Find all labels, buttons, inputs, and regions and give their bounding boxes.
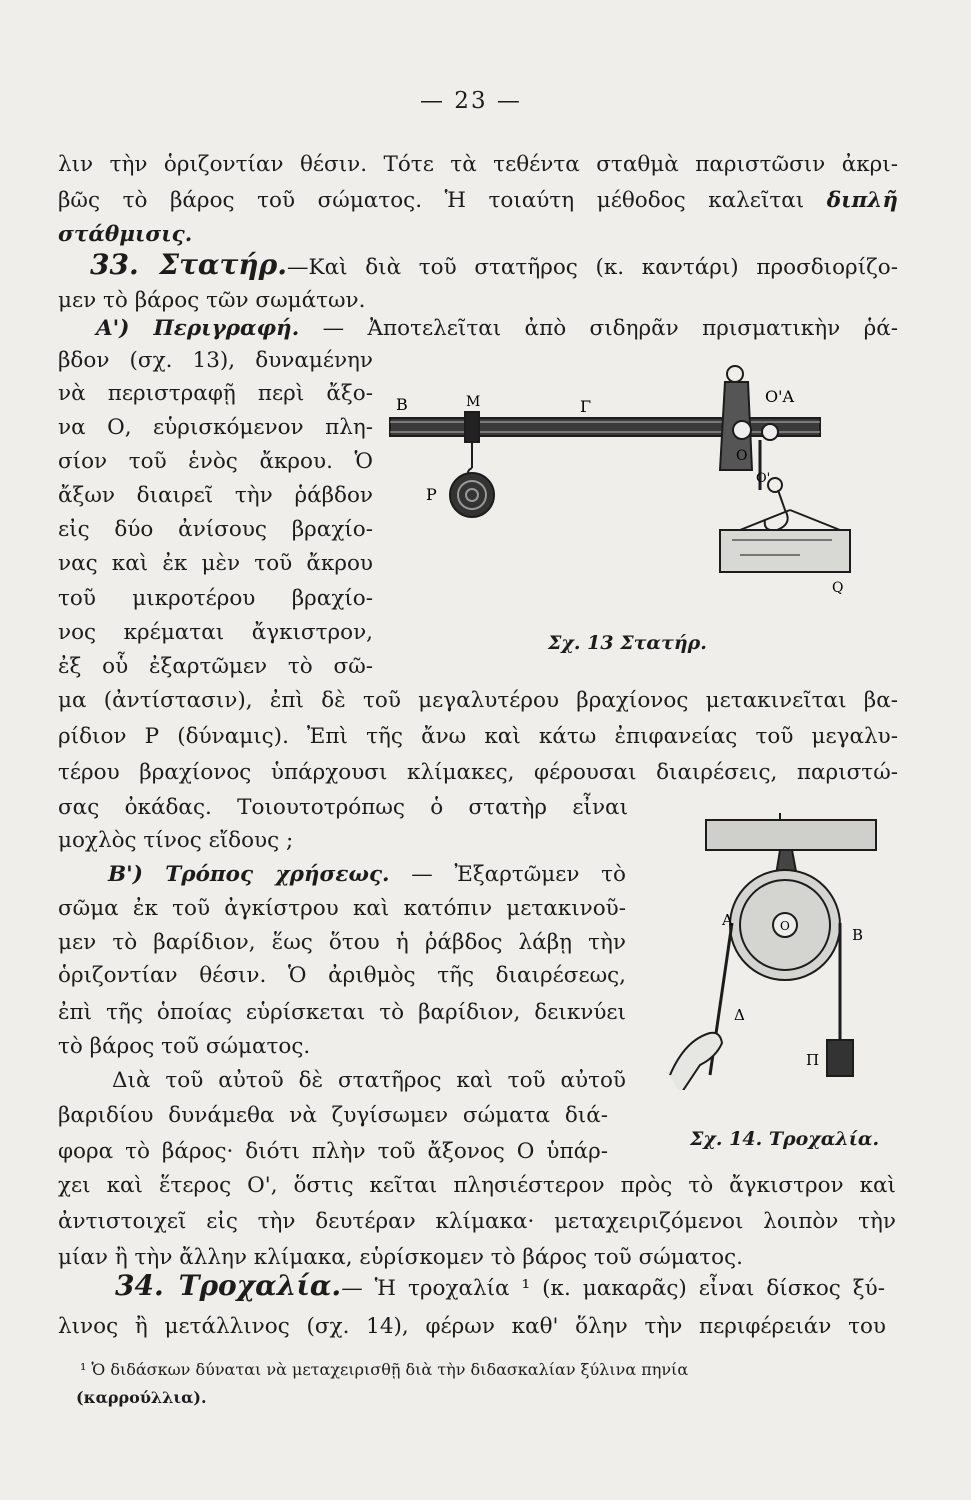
- section-33-heading: [90, 248, 898, 281]
- text-line: ρίδιον Ρ (δύναμις). Ἐπὶ τῆς ἄνω καὶ κάτω ἐπιφανείας τοῦ μεγαλυ-: [58, 724, 898, 749]
- text-line: σῶμα ἐκ τοῦ ἀγκίστρου καὶ κατόπιν μετακινοῦ-: [58, 896, 626, 921]
- hand-icon: [670, 1033, 722, 1090]
- text-line: φορα τὸ βάρος· διότι πλὴν τοῦ ἄξονος Ο ὑπάρ-: [58, 1139, 608, 1164]
- term-diple: διπλῆ: [826, 188, 898, 213]
- label-d: Δ: [734, 1006, 745, 1024]
- text-line: μεν τὸ βάρος τῶν σωμάτων.: [58, 288, 366, 313]
- text-line: ἄξων διαιρεῖ τὴν ῥάβδον: [58, 483, 373, 508]
- text-span: — Ἀποτελεῖται ἀπὸ σιδηρᾶν πρισματικὴν ῥά-: [322, 316, 898, 341]
- text-line: λινος ἢ μετάλλινος (σχ. 14), φέρων καθ' ὅλην τὴν περιφέρειάν του: [58, 1314, 886, 1339]
- section-34-title: 34. Τροχαλία.: [115, 1269, 342, 1302]
- label-a: Α: [722, 911, 733, 929]
- text-line: τὸ βάρος τοῦ σώματος.: [58, 1034, 311, 1059]
- label-o: Ο: [780, 919, 790, 933]
- label-g: Γ: [580, 397, 592, 416]
- label-o: Ο: [736, 448, 748, 464]
- subsection-a: [96, 316, 898, 342]
- text-line: σίον τοῦ ἑνὸς ἄκρου. Ὁ: [58, 449, 373, 474]
- section-34-heading: [115, 1269, 885, 1302]
- text-line: μεν τὸ βαρίδιον, ἕως ὅτου ἡ ῥάβδος λάβῃ τὴν: [58, 930, 626, 955]
- text-span: — Ἐξαρτῶμεν τὸ: [411, 862, 626, 887]
- steelyard-rod: [390, 418, 820, 436]
- counterweight: [450, 473, 494, 517]
- figure-14-caption: Σχ. 14. Τροχαλία.: [690, 1128, 880, 1150]
- label-p: Π: [806, 1051, 820, 1069]
- figure-13-steelyard: [380, 360, 880, 620]
- text-line: σας ὀκάδας. Τοιουτοτρόπως ὁ στατὴρ εἶναι: [58, 795, 628, 820]
- text-line: νος κρέμαται ἄγκιστρον,: [58, 620, 373, 645]
- text-line: βδον (σχ. 13), δυναμένην: [58, 348, 373, 373]
- text-line: ὁριζοντίαν θέσιν. Ὁ ἀριθμὸς τῆς διαιρέσεως,: [58, 963, 626, 988]
- label-oa: Ο'Α: [765, 387, 795, 406]
- text-line: τέρου βραχίονος ὑπάρχουσι κλίμακες, φέρουσαι διαιρέσεις, παριστώ-: [58, 760, 898, 785]
- label-m: Μ: [466, 394, 481, 410]
- label-q: Q: [832, 580, 844, 596]
- footnote-line: (καρρούλλια).: [76, 1388, 207, 1407]
- ceiling-beam: [706, 820, 876, 850]
- text-line: εἰς δύο ἀνίσους βραχίο-: [58, 517, 373, 542]
- text-line: τοῦ μικροτέρου βραχίο-: [58, 586, 373, 611]
- text-line: ἐξ οὗ ἐξαρτῶμεν τὸ σῶ-: [58, 654, 373, 679]
- label-b: Β: [396, 395, 408, 414]
- text-line: να Ο, εὑρισκόμενον πλη-: [58, 415, 373, 440]
- text-line: Διὰ τοῦ αὐτοῦ δὲ στατῆρος καὶ τοῦ αὐτοῦ: [112, 1068, 626, 1093]
- label-p: Ρ: [426, 485, 437, 504]
- text-line: [58, 188, 898, 214]
- text-line: νὰ περιστραφῇ περὶ ἄξο-: [58, 381, 373, 406]
- text-line: μίαν ἢ τὴν ἄλλην κλίμακα, εὑρίσκομεν τὸ βάρος τοῦ σώματος.: [58, 1245, 743, 1270]
- text-span: —Καὶ διὰ τοῦ στατῆρος (κ. καντάρι) προσδιορίζο-: [287, 255, 898, 280]
- label-o-prime: Ο': [756, 471, 771, 486]
- subsection-b-title: Β') Τρόπος χρήσεως.: [108, 862, 390, 887]
- term-stathmisis: στάθμισις.: [58, 222, 193, 247]
- text-span: βῶς τὸ βάρος τοῦ σώματος. Ἡ τοιαύτη μέθοδος καλεῖται: [58, 188, 805, 213]
- subsection-b: [108, 862, 626, 888]
- page-number: — 23 —: [420, 88, 522, 114]
- text-line: μα (ἀντίστασιν), ἐπὶ δὲ τοῦ μεγαλυτέρου βραχίονος μετακινεῖται βα-: [58, 688, 898, 713]
- section-33-title: 33. Στατήρ.: [90, 248, 288, 281]
- figure-14-pulley: [640, 805, 880, 1090]
- load-block: [827, 1040, 853, 1076]
- subsection-a-title: Α') Περιγραφή.: [96, 316, 300, 341]
- text-line: νας καὶ ἐκ μὲν τοῦ ἄκρου: [58, 551, 373, 576]
- weighed-body: [720, 530, 850, 572]
- footnote-line: ¹ Ὁ διδάσκων δύναται νὰ μεταχειρισθῇ διὰ τὴν διδασκαλίαν ξύλινα πηνία: [80, 1360, 689, 1379]
- label-b: Β: [852, 926, 864, 944]
- text-line: χει καὶ ἕτερος Ο', ὅστις κεῖται πλησιέστερον πρὸς τὸ ἄγκιστρον καὶ: [58, 1173, 896, 1198]
- text-line: βαριδίου δυνάμεθα νὰ ζυγίσωμεν σώματα διά-: [58, 1103, 608, 1128]
- text-span: — Ἡ τροχαλία ¹ (κ. μακαρᾶς) εἶναι δίσκος ξύ-: [341, 1276, 885, 1301]
- text-line: λιν τὴν ὁριζοντίαν θέσιν. Τότε τὰ τεθέντα σταθμὰ παριστῶσιν ἀκρι-: [58, 152, 898, 177]
- text-line: ἐπὶ τῆς ὁποίας εὑρίσκεται τὸ βαρίδιον, δεικνύει: [58, 1000, 626, 1025]
- text-line: ἀντιστοιχεῖ εἰς τὴν δευτέραν κλίμακα· μεταχειριζόμενοι λοιπὸν τὴν: [58, 1209, 896, 1234]
- text-line: μοχλὸς τίνος εἴδους ;: [58, 828, 294, 853]
- figure-13-caption: Σχ. 13 Στατήρ.: [548, 632, 707, 654]
